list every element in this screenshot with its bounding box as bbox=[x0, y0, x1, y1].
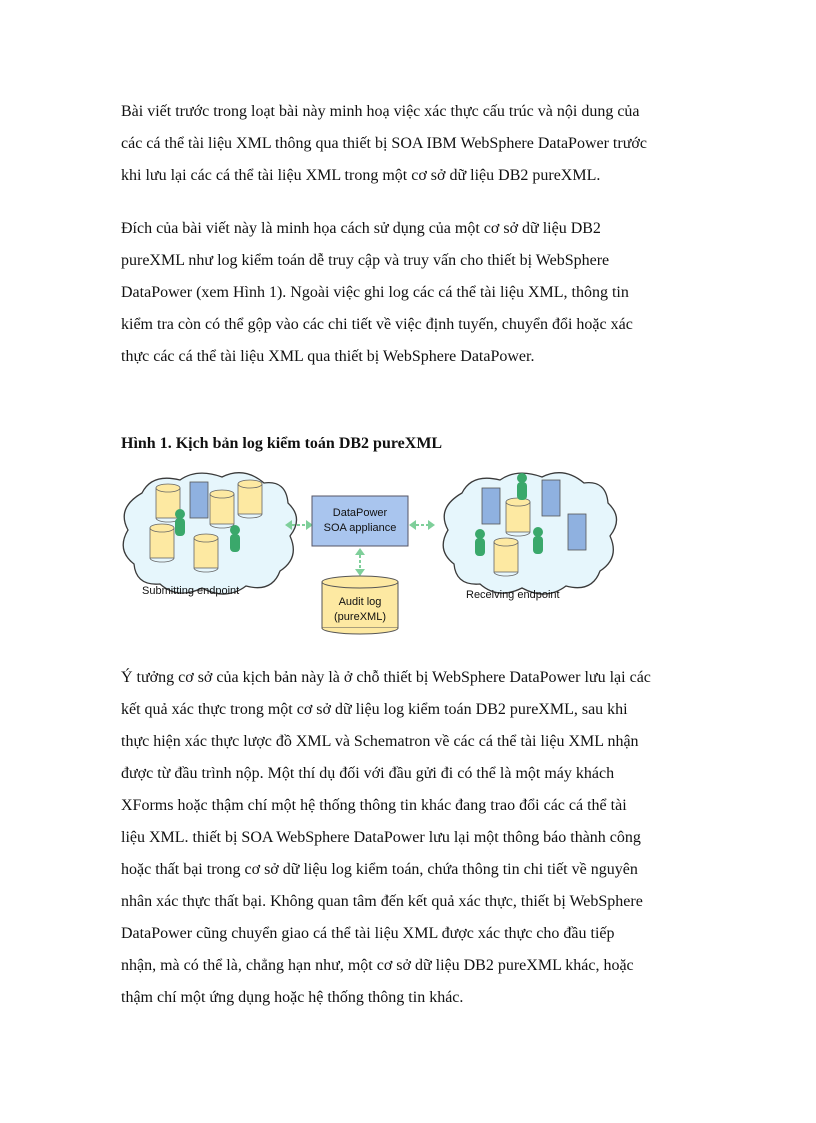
paragraph-line: XForms hoặc thậm chí một hệ thống thông tin khác đang trao đổi các cá thể tài bbox=[121, 797, 627, 814]
paragraph-line: khi lưu lại các cá thể tài liệu XML trong một cơ sở dữ liệu DB2 pureXML. bbox=[121, 167, 601, 184]
appliance-label-line2: SOA appliance bbox=[323, 522, 397, 534]
paragraph-line: hoặc thất bại trong cơ sở dữ liệu log kiểm toán, chứa thông tin chi tiết về nguyên bbox=[121, 861, 638, 878]
xml-document-icon bbox=[190, 482, 208, 518]
paragraph-line: nhận, mà có thể là, chẳng hạn như, một cơ sở dữ liệu DB2 pureXML khác, hoặc bbox=[121, 957, 634, 974]
datapower-appliance-box bbox=[312, 496, 408, 546]
person-icon bbox=[517, 473, 527, 500]
paragraph-line: thực các cá thể tài liệu XML qua thiết bị WebSphere DataPower. bbox=[121, 348, 535, 365]
database-cylinder-icon bbox=[506, 498, 530, 536]
person-icon bbox=[230, 525, 240, 552]
cloud-shape bbox=[123, 473, 296, 594]
paragraph-line: được từ đầu trình nộp. Một thí dụ đối với đầu gửi đi có thể là một máy khách bbox=[121, 765, 615, 782]
audit-log-diagram bbox=[122, 468, 707, 638]
down-double-arrow bbox=[355, 548, 365, 576]
audit-log-database bbox=[322, 576, 398, 634]
person-icon bbox=[175, 509, 185, 536]
paragraph-line: kiểm tra còn có thể gộp vào các chi tiết về việc định tuyến, chuyển đổi hoặc xác bbox=[121, 316, 633, 333]
appliance-label-line1: DataPower bbox=[332, 507, 388, 519]
xml-document-icon bbox=[542, 480, 560, 516]
database-cylinder-icon bbox=[194, 534, 218, 572]
paragraph-goal bbox=[121, 213, 711, 373]
paragraph-line: DataPower cũng chuyển giao cá thể tài liệu XML được xác thực cho đầu tiếp bbox=[121, 925, 615, 942]
right-double-arrow bbox=[409, 520, 435, 530]
paragraph-intro bbox=[121, 96, 711, 192]
database-cylinder-icon bbox=[494, 538, 518, 576]
person-icon bbox=[533, 527, 543, 554]
database-cylinder-icon bbox=[238, 480, 262, 518]
figure-title: Hình 1. Kịch bản log kiểm toán DB2 pureXML bbox=[121, 435, 443, 452]
paragraph-line: nhân xác thực thất bại. Không quan tâm đến kết quả xác thực, thiết bị WebSphere bbox=[121, 893, 643, 910]
paragraph-line: thậm chí một ứng dụng hoặc hệ thống thông tin khác. bbox=[121, 989, 464, 1006]
paragraph-line: DataPower (xem Hình 1). Ngoài việc ghi log các cá thể tài liệu XML, thông tin bbox=[121, 284, 629, 301]
receiving-endpoint-label: Receiving endpoint bbox=[466, 589, 560, 601]
submitting-endpoint-cloud bbox=[123, 473, 296, 597]
database-cylinder-icon bbox=[150, 524, 174, 562]
paragraph-line: kết quả xác thực trong một cơ sở dữ liệu log kiểm toán DB2 pureXML, sau khi bbox=[121, 701, 628, 718]
paragraph-line: thực hiện xác thực lược đồ XML và Schematron về các cá thể tài liệu XML nhận bbox=[121, 733, 639, 750]
paragraph-line: pureXML như log kiểm toán dễ truy cập và truy vấn cho thiết bị WebSphere bbox=[121, 252, 610, 269]
database-cylinder-icon bbox=[210, 490, 234, 528]
paragraph-line: Đích của bài viết này là minh họa cách sử dụng của một cơ sở dữ liệu DB2 bbox=[121, 220, 601, 237]
paragraph-line: các cá thể tài liệu XML thông qua thiết bị SOA IBM WebSphere DataPower trước bbox=[121, 135, 647, 152]
audit-log-label-line1: Audit log bbox=[338, 596, 382, 608]
paragraph-line: liệu XML. thiết bị SOA WebSphere DataPower lưu lại một thông báo thành công bbox=[121, 829, 641, 846]
xml-document-icon bbox=[568, 514, 586, 550]
paragraph-idea bbox=[121, 662, 711, 1014]
audit-log-label-line2: (pureXML) bbox=[334, 611, 386, 623]
paragraph-line: Bài viết trước trong loạt bài này minh hoạ việc xác thực cấu trúc và nội dung của bbox=[121, 103, 640, 120]
receiving-endpoint-cloud bbox=[443, 473, 616, 601]
person-icon bbox=[475, 529, 485, 556]
submitting-endpoint-label: Submitting endpoint bbox=[142, 585, 240, 597]
xml-document-icon bbox=[482, 488, 500, 524]
paragraph-line: Ý tưởng cơ sở của kịch bản này là ở chỗ thiết bị WebSphere DataPower lưu lại các bbox=[121, 669, 651, 686]
